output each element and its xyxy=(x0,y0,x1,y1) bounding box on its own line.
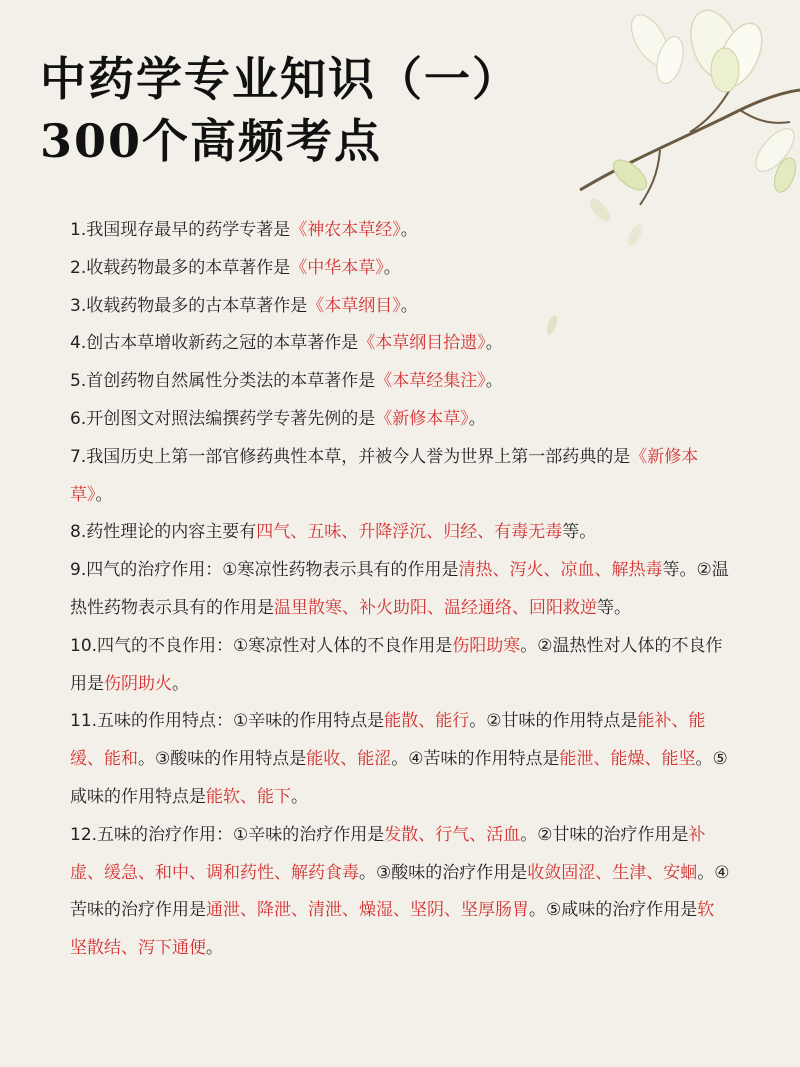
item-text: 。③酸味的治疗作用是 xyxy=(359,862,528,883)
highlighted-term: 《新修本草》 xyxy=(375,408,469,429)
title-line-2: 300个高频考点 xyxy=(40,114,383,168)
list-item xyxy=(70,325,730,363)
item-text: 。 xyxy=(468,408,486,429)
item-text: 9.四气的治疗作用：①寒凉性药物表示具有的作用是 xyxy=(70,560,459,581)
list-item xyxy=(70,439,730,515)
highlighted-term: 温里散寒、补火助阳、温经通络、回阳救逆 xyxy=(274,597,597,618)
item-text: 2.收载药物最多的本草著作是 xyxy=(70,257,291,278)
item-text: 等。②温热性药物表示具有的作用是 xyxy=(70,560,729,618)
highlighted-term: 四气、五味、升降浮沉、归经、有毒无毒 xyxy=(256,522,563,543)
list-item xyxy=(70,212,730,250)
item-text: 。 xyxy=(291,786,308,807)
item-text: 10.四气的不良作用：①寒凉性对人体的不良作用是 xyxy=(70,635,453,656)
list-item xyxy=(70,363,730,401)
key-points-list xyxy=(70,212,730,968)
item-text: 。 xyxy=(383,257,401,278)
list-item xyxy=(70,288,730,326)
item-text: 5.首创药物自然属性分类法的本草著作是 xyxy=(70,371,376,392)
highlighted-term: 《本草纲目》 xyxy=(307,295,401,316)
item-text: 。 xyxy=(206,938,223,959)
highlighted-term: 软坚散结、泻下通便 xyxy=(70,900,715,959)
item-text: 。⑤咸味的作用特点是 xyxy=(70,749,728,807)
highlighted-term: 能泄、能燥、能坚 xyxy=(559,749,696,770)
list-item xyxy=(70,703,730,816)
item-text: 11.五味的作用特点：①辛味的作用特点是 xyxy=(70,711,385,732)
list-item xyxy=(70,250,730,288)
page-title xyxy=(40,48,520,172)
item-text: 。 xyxy=(400,295,418,316)
item-text: 6.开创图文对照法编撰药学专著先例的是 xyxy=(70,408,376,429)
highlighted-term: 补虚、缓急、和中、调和药性、解药食毒 xyxy=(70,824,706,883)
highlighted-term: 发散、行气、活血 xyxy=(384,824,521,845)
highlighted-term: 能收、能涩 xyxy=(306,749,392,770)
item-text: 。③酸味的作用特点是 xyxy=(138,749,307,770)
list-item xyxy=(70,817,730,968)
list-item xyxy=(70,514,730,552)
highlighted-term: 伤阴助火 xyxy=(104,673,172,694)
list-item xyxy=(70,552,730,628)
item-text: 1.我国现存最早的药学专著是 xyxy=(70,220,291,240)
highlighted-term: 能软、能下 xyxy=(206,786,291,807)
item-text: 。 xyxy=(400,220,418,240)
highlighted-term: 收敛固涩、生津、安蛔 xyxy=(527,862,698,883)
highlighted-term: 《本草经集注》 xyxy=(375,371,486,392)
item-text: 等。 xyxy=(562,522,597,543)
highlighted-term: 《新修本草》 xyxy=(70,446,699,505)
highlighted-term: 《中华本草》 xyxy=(290,257,384,278)
highlighted-term: 通泄、降泄、清泄、燥湿、坚阴、坚厚肠胃 xyxy=(206,900,529,921)
highlighted-term: 清热、泻火、凉血、解热毒 xyxy=(458,560,663,581)
item-text: 3.收载药物最多的古本草著作是 xyxy=(70,295,308,316)
item-text: 。 xyxy=(485,333,503,354)
item-text: 。 xyxy=(95,484,113,505)
item-text: 。 xyxy=(485,371,503,392)
title-line-1: 中药学专业知识（一） xyxy=(40,52,520,106)
item-text: 。⑤咸味的治疗作用是 xyxy=(529,900,698,921)
item-text: 。④苦味的治疗作用是 xyxy=(70,862,730,921)
item-text: 。②温热性对人体的不良作用是 xyxy=(70,635,723,694)
item-text: 。 xyxy=(172,673,189,694)
highlighted-term: 《神农本草经》 xyxy=(290,220,401,240)
highlighted-term: 能散、能行 xyxy=(384,711,470,732)
highlighted-term: 能补、能缓、能和 xyxy=(70,711,706,770)
item-text: 。④苦味的作用特点是 xyxy=(391,749,560,770)
item-text: 7.我国历史上第一部官修药典性本草，并被今人誉为世界上第一部药典的是 xyxy=(70,446,631,467)
list-item xyxy=(70,628,730,704)
highlighted-term: 伤阳助寒 xyxy=(452,635,521,656)
item-text: 。②甘味的作用特点是 xyxy=(469,711,638,732)
item-text: 。②甘味的治疗作用是 xyxy=(520,824,689,845)
list-item xyxy=(70,401,730,439)
item-text: 8.药性理论的内容主要有 xyxy=(70,522,257,543)
item-text: 等。 xyxy=(597,597,631,618)
item-text: 12.五味的治疗作用：①辛味的治疗作用是 xyxy=(70,824,385,845)
highlighted-term: 《本草纲目拾遗》 xyxy=(358,333,486,354)
item-text: 4.创古本草增收新药之冠的本草著作是 xyxy=(70,333,359,354)
